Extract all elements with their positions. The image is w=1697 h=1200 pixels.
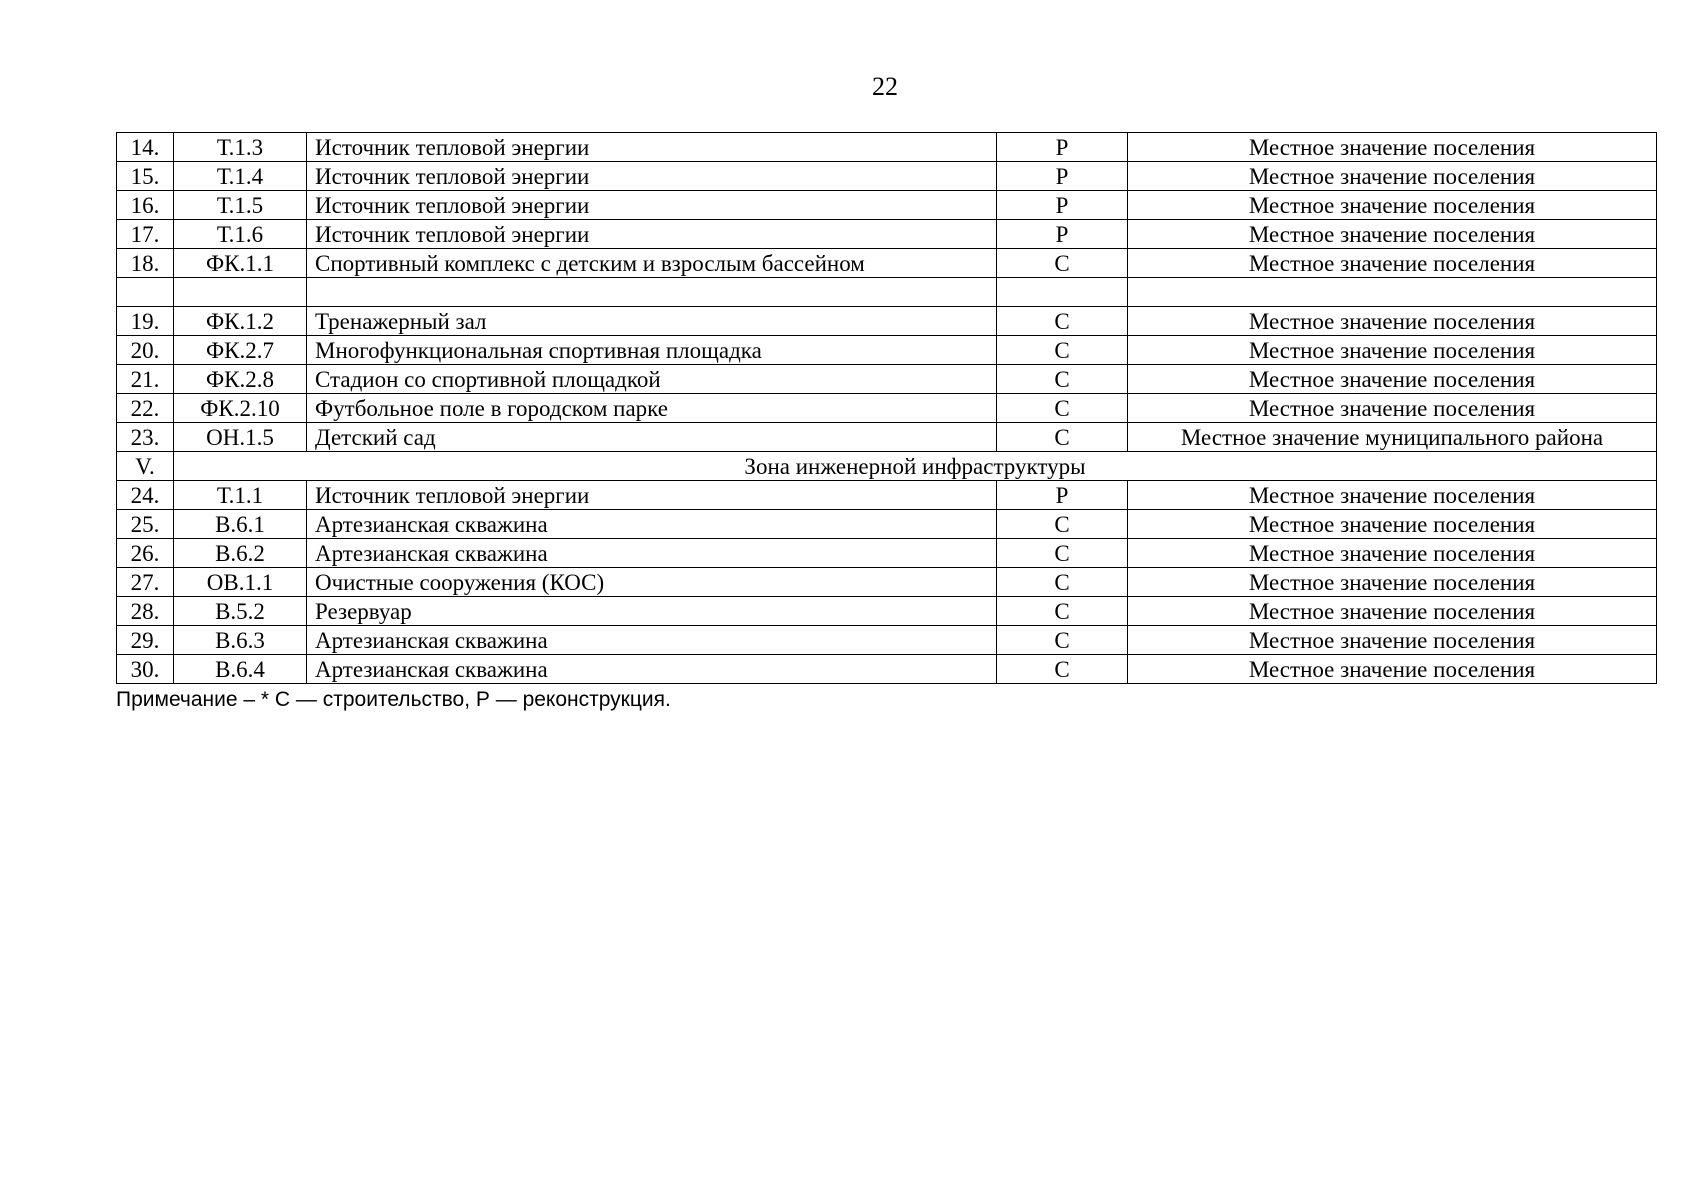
work-type: С xyxy=(997,249,1128,278)
object-name: Детский сад xyxy=(307,423,997,452)
object-code: В.5.2 xyxy=(174,597,307,626)
row-number: 22. xyxy=(117,394,174,423)
object-name: Тренажерный зал xyxy=(307,307,997,336)
empty-row xyxy=(117,278,1657,307)
row-number: 15. xyxy=(117,162,174,191)
table-row xyxy=(117,655,1657,684)
row-number: 19. xyxy=(117,307,174,336)
significance: Местное значение поселения xyxy=(1128,133,1657,162)
work-type: Р xyxy=(997,162,1128,191)
object-name: Источник тепловой энергии xyxy=(307,191,997,220)
significance: Местное значение муниципального района xyxy=(1128,423,1657,452)
work-type: С xyxy=(997,539,1128,568)
row-number: 16. xyxy=(117,191,174,220)
table-row xyxy=(117,307,1657,336)
table-row xyxy=(117,133,1657,162)
object-code: ОН.1.5 xyxy=(174,423,307,452)
table-row xyxy=(117,220,1657,249)
work-type: С xyxy=(997,597,1128,626)
significance: Местное значение поселения xyxy=(1128,481,1657,510)
table-row xyxy=(117,481,1657,510)
row-number: 20. xyxy=(117,336,174,365)
significance: Местное значение поселения xyxy=(1128,220,1657,249)
row-number: 17. xyxy=(117,220,174,249)
significance: Местное значение поселения xyxy=(1128,365,1657,394)
footnote-note: Примечание – * С — строительство, Р — реконструкция. xyxy=(116,688,671,711)
significance: Местное значение поселения xyxy=(1128,597,1657,626)
object-code: ОВ.1.1 xyxy=(174,568,307,597)
significance: Местное значение поселения xyxy=(1128,626,1657,655)
table-body xyxy=(117,133,1657,684)
row-number: 29. xyxy=(117,626,174,655)
work-type: С xyxy=(997,510,1128,539)
row-number: 24. xyxy=(117,481,174,510)
object-code: Т.1.3 xyxy=(174,133,307,162)
table-row xyxy=(117,539,1657,568)
work-type: С xyxy=(997,307,1128,336)
row-number: 30. xyxy=(117,655,174,684)
section-number: V. xyxy=(117,452,174,481)
table-row xyxy=(117,394,1657,423)
work-type: Р xyxy=(997,133,1128,162)
object-name: Источник тепловой энергии xyxy=(307,162,997,191)
object-code: В.6.2 xyxy=(174,539,307,568)
work-type: Р xyxy=(997,220,1128,249)
empty-cell xyxy=(117,278,174,307)
table-row xyxy=(117,597,1657,626)
object-name: Резервуар xyxy=(307,597,997,626)
table-row xyxy=(117,162,1657,191)
object-code: Т.1.4 xyxy=(174,162,307,191)
significance: Местное значение поселения xyxy=(1128,191,1657,220)
object-code: Т.1.6 xyxy=(174,220,307,249)
object-name: Очистные сооружения (КОС) xyxy=(307,568,997,597)
table-row xyxy=(117,191,1657,220)
object-name: Артезианская скважина xyxy=(307,539,997,568)
work-type: С xyxy=(997,365,1128,394)
work-type: С xyxy=(997,336,1128,365)
row-number: 27. xyxy=(117,568,174,597)
empty-cell xyxy=(307,278,997,307)
object-name: Источник тепловой энергии xyxy=(307,220,997,249)
significance: Местное значение поселения xyxy=(1128,510,1657,539)
object-name: Многофункциональная спортивная площадка xyxy=(307,336,997,365)
object-name: Источник тепловой энергии xyxy=(307,133,997,162)
work-type: Р xyxy=(997,481,1128,510)
row-number: 25. xyxy=(117,510,174,539)
empty-cell xyxy=(1128,278,1657,307)
object-name: Стадион со спортивной площадкой xyxy=(307,365,997,394)
significance: Местное значение поселения xyxy=(1128,568,1657,597)
object-name: Артезианская скважина xyxy=(307,510,997,539)
table-row xyxy=(117,249,1657,278)
significance: Местное значение поселения xyxy=(1128,307,1657,336)
object-name: Спортивный комплекс с детским и взрослым бассейном xyxy=(307,249,997,278)
row-number: 26. xyxy=(117,539,174,568)
table-row xyxy=(117,568,1657,597)
empty-cell xyxy=(174,278,307,307)
work-type: Р xyxy=(997,191,1128,220)
object-code: ФК.1.1 xyxy=(174,249,307,278)
object-name: Артезианская скважина xyxy=(307,655,997,684)
object-code: ФК.2.8 xyxy=(174,365,307,394)
object-code: В.6.4 xyxy=(174,655,307,684)
table-row xyxy=(117,423,1657,452)
row-number: 28. xyxy=(117,597,174,626)
row-number: 23. xyxy=(117,423,174,452)
table-row xyxy=(117,626,1657,655)
object-code: ФК.1.2 xyxy=(174,307,307,336)
work-type: С xyxy=(997,655,1128,684)
object-name: Источник тепловой энергии xyxy=(307,481,997,510)
significance: Местное значение поселения xyxy=(1128,539,1657,568)
table-row xyxy=(117,365,1657,394)
significance: Местное значение поселения xyxy=(1128,655,1657,684)
empty-cell xyxy=(997,278,1128,307)
work-type: С xyxy=(997,394,1128,423)
object-code: ФК.2.7 xyxy=(174,336,307,365)
section-row xyxy=(117,452,1657,481)
work-type: С xyxy=(997,568,1128,597)
object-code: В.6.3 xyxy=(174,626,307,655)
significance: Местное значение поселения xyxy=(1128,162,1657,191)
significance: Местное значение поселения xyxy=(1128,336,1657,365)
page-number: 22 xyxy=(872,72,898,101)
significance: Местное значение поселения xyxy=(1128,394,1657,423)
row-number: 18. xyxy=(117,249,174,278)
row-number: 21. xyxy=(117,365,174,394)
work-type: С xyxy=(997,423,1128,452)
object-name: Футбольное поле в городском парке xyxy=(307,394,997,423)
object-code: В.6.1 xyxy=(174,510,307,539)
object-code: Т.1.1 xyxy=(174,481,307,510)
object-code: Т.1.5 xyxy=(174,191,307,220)
table-row xyxy=(117,510,1657,539)
objects-table xyxy=(116,132,1657,684)
work-type: С xyxy=(997,626,1128,655)
significance: Местное значение поселения xyxy=(1128,249,1657,278)
section-title: Зона инженерной инфраструктуры xyxy=(174,452,1657,481)
object-name: Артезианская скважина xyxy=(307,626,997,655)
table-row xyxy=(117,336,1657,365)
row-number: 14. xyxy=(117,133,174,162)
object-code: ФК.2.10 xyxy=(174,394,307,423)
